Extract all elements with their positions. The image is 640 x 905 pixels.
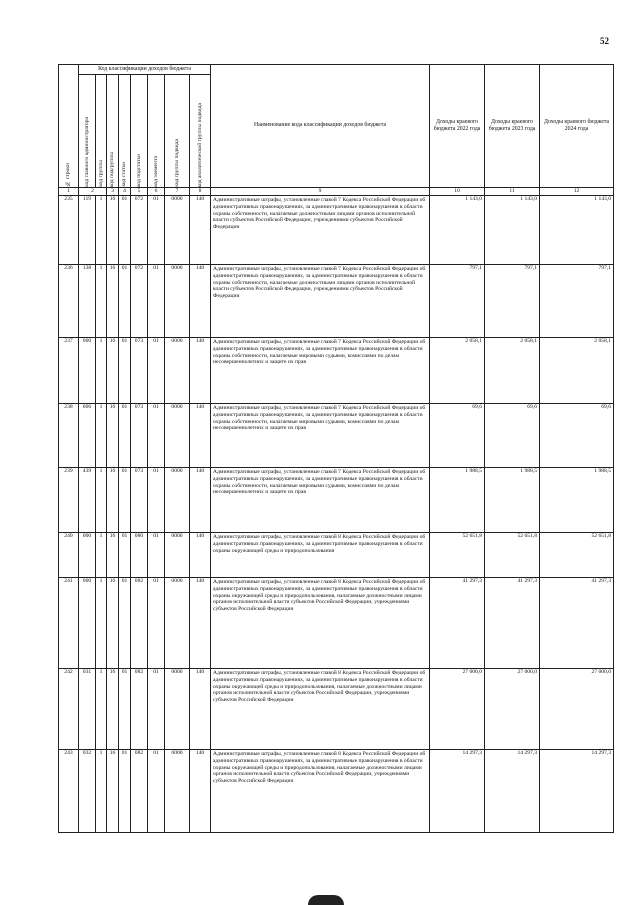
code-subgroup: 16: [107, 404, 119, 468]
code-group: 1: [96, 196, 107, 265]
amount-2022: 52 651,8: [430, 533, 485, 578]
amount-2023: 14 297,3: [485, 750, 540, 833]
row-number: 239: [59, 468, 79, 533]
amount-2022: 27 000,0: [430, 669, 485, 750]
code-header-subgroup: код подгруппы: [107, 75, 119, 188]
table-row: [59, 338, 614, 404]
code-subtype-group: 0000: [165, 404, 190, 468]
amount-2023-header: Доходы краевого бюджета 2023 года: [485, 65, 540, 188]
code-analytic-group: 140: [190, 196, 211, 265]
table-row: [59, 578, 614, 669]
code-header-article: код статьи: [119, 75, 131, 188]
column-number: 5: [131, 188, 148, 196]
code-subgroup: 16: [107, 750, 119, 833]
name-column-header: Наименование кода классификации доходов бюджета: [211, 65, 430, 188]
classification-group-header: Код классификации доходов бюджета: [79, 65, 211, 75]
code-subtype-group: 0000: [165, 750, 190, 833]
row-number: 236: [59, 265, 79, 338]
code-element: 01: [148, 669, 165, 750]
code-element: 01: [148, 578, 165, 669]
code-subtype-group: 0000: [165, 468, 190, 533]
amount-2022: 14 297,3: [430, 750, 485, 833]
amount-2023: 52 651,8: [485, 533, 540, 578]
table-row: [59, 404, 614, 468]
code-subtype-group: 0000: [165, 338, 190, 404]
code-subarticle: 073: [131, 338, 148, 404]
code-group: 1: [96, 265, 107, 338]
code-element: 01: [148, 468, 165, 533]
amount-2023: 69,6: [485, 404, 540, 468]
amount-2022: 69,6: [430, 404, 485, 468]
code-analytic-group: 140: [190, 578, 211, 669]
amount-2024: 2 058,1: [540, 338, 614, 404]
code-article: 01: [119, 533, 131, 578]
code-group: 1: [96, 533, 107, 578]
code-analytic-group: 140: [190, 404, 211, 468]
amount-2022: 797,1: [430, 265, 485, 338]
code-subgroup: 16: [107, 196, 119, 265]
code-administrator: 032: [79, 750, 96, 833]
code-analytic-group: 140: [190, 265, 211, 338]
row-number-header: № строки: [59, 65, 79, 188]
income-name: Административные штрафы, установленные главой 7 Кодекса Российской Федерации об административных правонарушениях, за административные правонарушения в области охраны собственности, налагаемые мировыми судьями, комиссиями по делам несовершеннолетних и защите их прав: [211, 338, 430, 404]
code-subarticle: 073: [131, 468, 148, 533]
code-subarticle: 082: [131, 750, 148, 833]
code-subtype-group: 0000: [165, 533, 190, 578]
amount-2022: 1 143,0: [430, 196, 485, 265]
page-edge-mark: [308, 895, 344, 905]
code-subgroup: 16: [107, 265, 119, 338]
amount-2024: 14 297,3: [540, 750, 614, 833]
code-group: 1: [96, 669, 107, 750]
code-group: 1: [96, 468, 107, 533]
code-subarticle: 082: [131, 669, 148, 750]
amount-2023: 2 058,1: [485, 338, 540, 404]
code-article: 01: [119, 468, 131, 533]
amount-2022-header: Доходы краевого бюджета 2022 года: [430, 65, 485, 188]
code-header-element: код элемента: [148, 75, 165, 188]
code-header-subtype-group: код группы подвида: [165, 75, 190, 188]
row-number: 242: [59, 669, 79, 750]
amount-2022: 2 058,1: [430, 338, 485, 404]
table-row: [59, 265, 614, 338]
column-number: 7: [165, 188, 190, 196]
table-row: [59, 669, 614, 750]
code-analytic-group: 140: [190, 533, 211, 578]
code-administrator: 031: [79, 669, 96, 750]
code-header-analytic-group: код аналитической группы подвида: [190, 75, 211, 188]
amount-2024: 27 000,0: [540, 669, 614, 750]
amount-2024-header: Доходы краевого бюджета 2024 года: [540, 65, 614, 188]
code-analytic-group: 140: [190, 338, 211, 404]
row-number: 241: [59, 578, 79, 669]
column-number: 11: [485, 188, 540, 196]
income-name: Административные штрафы, установленные главой 8 Кодекса Российской Федерации об административных правонарушениях, за административные правонарушения в области охраны окружающей среды и природопользования: [211, 533, 430, 578]
code-header-subarticle: код подстатьи: [131, 75, 148, 188]
code-subtype-group: 0000: [165, 578, 190, 669]
amount-2024: 1 143,0: [540, 196, 614, 265]
code-element: 01: [148, 338, 165, 404]
code-subgroup: 16: [107, 338, 119, 404]
code-group: 1: [96, 578, 107, 669]
column-number: 6: [148, 188, 165, 196]
code-subarticle: 072: [131, 196, 148, 265]
amount-2023: 41 297,3: [485, 578, 540, 669]
code-administrator: 138: [79, 265, 96, 338]
income-name: Административные штрафы, установленные главой 8 Кодекса Российской Федерации об административных правонарушениях, за административные правонарушения в области охраны окружающей среды и природопользования, налагаемые должностными лицами органов исполнительной власти субъектов Российской Федерации, учреждениями субъектов Российской Федерации: [211, 578, 430, 669]
amount-2022: 41 297,3: [430, 578, 485, 669]
revenue-classification-table: [58, 64, 614, 833]
table-row: [59, 468, 614, 533]
code-group: 1: [96, 338, 107, 404]
amount-2024: 69,6: [540, 404, 614, 468]
code-article: 01: [119, 265, 131, 338]
amount-2022: 1 988,5: [430, 468, 485, 533]
code-header-administrator: код главного администратора: [79, 75, 96, 188]
code-article: 01: [119, 196, 131, 265]
code-element: 01: [148, 750, 165, 833]
income-name: Административные штрафы, установленные главой 7 Кодекса Российской Федерации об административных правонарушениях, за административные правонарушения в области охраны собственности, налагаемые мировыми судьями, комиссиями по делам несовершеннолетних и защите их прав: [211, 404, 430, 468]
code-subgroup: 16: [107, 468, 119, 533]
code-article: 01: [119, 669, 131, 750]
code-administrator: 119: [79, 196, 96, 265]
amount-2024: 41 297,3: [540, 578, 614, 669]
code-administrator: 000: [79, 533, 96, 578]
code-subtype-group: 0000: [165, 196, 190, 265]
column-number: 4: [119, 188, 131, 196]
column-number: 3: [107, 188, 119, 196]
code-subarticle: 073: [131, 404, 148, 468]
income-name: Административные штрафы, установленные главой 7 Кодекса Российской Федерации об административных правонарушениях, за административные правонарушения в области охраны собственности, налагаемые мировыми судьями, комиссиями по делам несовершеннолетних и защите их прав: [211, 468, 430, 533]
row-number: 235: [59, 196, 79, 265]
column-number: 2: [79, 188, 107, 196]
code-subtype-group: 0000: [165, 265, 190, 338]
column-number: 1: [59, 188, 79, 196]
code-group: 1: [96, 750, 107, 833]
code-subarticle: 072: [131, 265, 148, 338]
row-number: 243: [59, 750, 79, 833]
table-row: [59, 750, 614, 833]
table-row: [59, 533, 614, 578]
code-analytic-group: 140: [190, 669, 211, 750]
page-number: 52: [600, 36, 609, 46]
column-number: 12: [540, 188, 614, 196]
income-name: Административные штрафы, установленные главой 8 Кодекса Российской Федерации об административных правонарушениях, за административные правонарушения в области охраны окружающей среды и природопользования, налагаемые должностными лицами органов исполнительной власти субъектов Российской Федерации, учреждениями субъектов Российской Федерации: [211, 750, 430, 833]
amount-2024: 797,1: [540, 265, 614, 338]
income-name: Административные штрафы, установленные главой 8 Кодекса Российской Федерации об административных правонарушениях, за административные правонарушения в области охраны окружающей среды и природопользования, налагаемые должностными лицами органов исполнительной власти субъектов Российской Федерации, учреждениями субъектов Российской Федерации: [211, 669, 430, 750]
code-article: 01: [119, 338, 131, 404]
code-element: 01: [148, 265, 165, 338]
table-row: [59, 196, 614, 265]
income-name: Административные штрафы, установленные главой 7 Кодекса Российской Федерации об административных правонарушениях, за административные правонарушения в области охраны собственности, налагаемые должностными лицами органов исполнительной власти субъектов Российской Федерации, учреждениями субъектов Российской Федерации: [211, 265, 430, 338]
code-article: 01: [119, 750, 131, 833]
amount-2024: 52 651,8: [540, 533, 614, 578]
row-number: 240: [59, 533, 79, 578]
amount-2023: 797,1: [485, 265, 540, 338]
code-element: 01: [148, 533, 165, 578]
code-administrator: 000: [79, 338, 96, 404]
code-article: 01: [119, 578, 131, 669]
amount-2023: 1 143,0: [485, 196, 540, 265]
code-group: 1: [96, 404, 107, 468]
code-subtype-group: 0000: [165, 669, 190, 750]
code-element: 01: [148, 196, 165, 265]
column-number: 10: [430, 188, 485, 196]
income-name: Административные штрафы, установленные главой 7 Кодекса Российской Федерации об административных правонарушениях, за административные правонарушения в области охраны собственности, налагаемые должностными лицами органов исполнительной власти субъектов Российской Федерации, учреждениями субъектов Российской Федерации: [211, 196, 430, 265]
amount-2023: 1 988,5: [485, 468, 540, 533]
code-subgroup: 16: [107, 669, 119, 750]
amount-2024: 1 988,5: [540, 468, 614, 533]
row-number: 238: [59, 404, 79, 468]
code-element: 01: [148, 404, 165, 468]
column-number-row: [59, 188, 614, 196]
code-subgroup: 16: [107, 533, 119, 578]
code-analytic-group: 140: [190, 750, 211, 833]
code-administrator: 439: [79, 468, 96, 533]
code-administrator: 000: [79, 578, 96, 669]
column-number: 8: [190, 188, 211, 196]
code-article: 01: [119, 404, 131, 468]
code-subarticle: 080: [131, 533, 148, 578]
row-number: 237: [59, 338, 79, 404]
column-number: 9: [211, 188, 430, 196]
code-subgroup: 16: [107, 578, 119, 669]
code-header-group: код группы: [96, 75, 107, 188]
amount-2023: 27 000,0: [485, 669, 540, 750]
code-administrator: 006: [79, 404, 96, 468]
code-subarticle: 082: [131, 578, 148, 669]
code-analytic-group: 140: [190, 468, 211, 533]
